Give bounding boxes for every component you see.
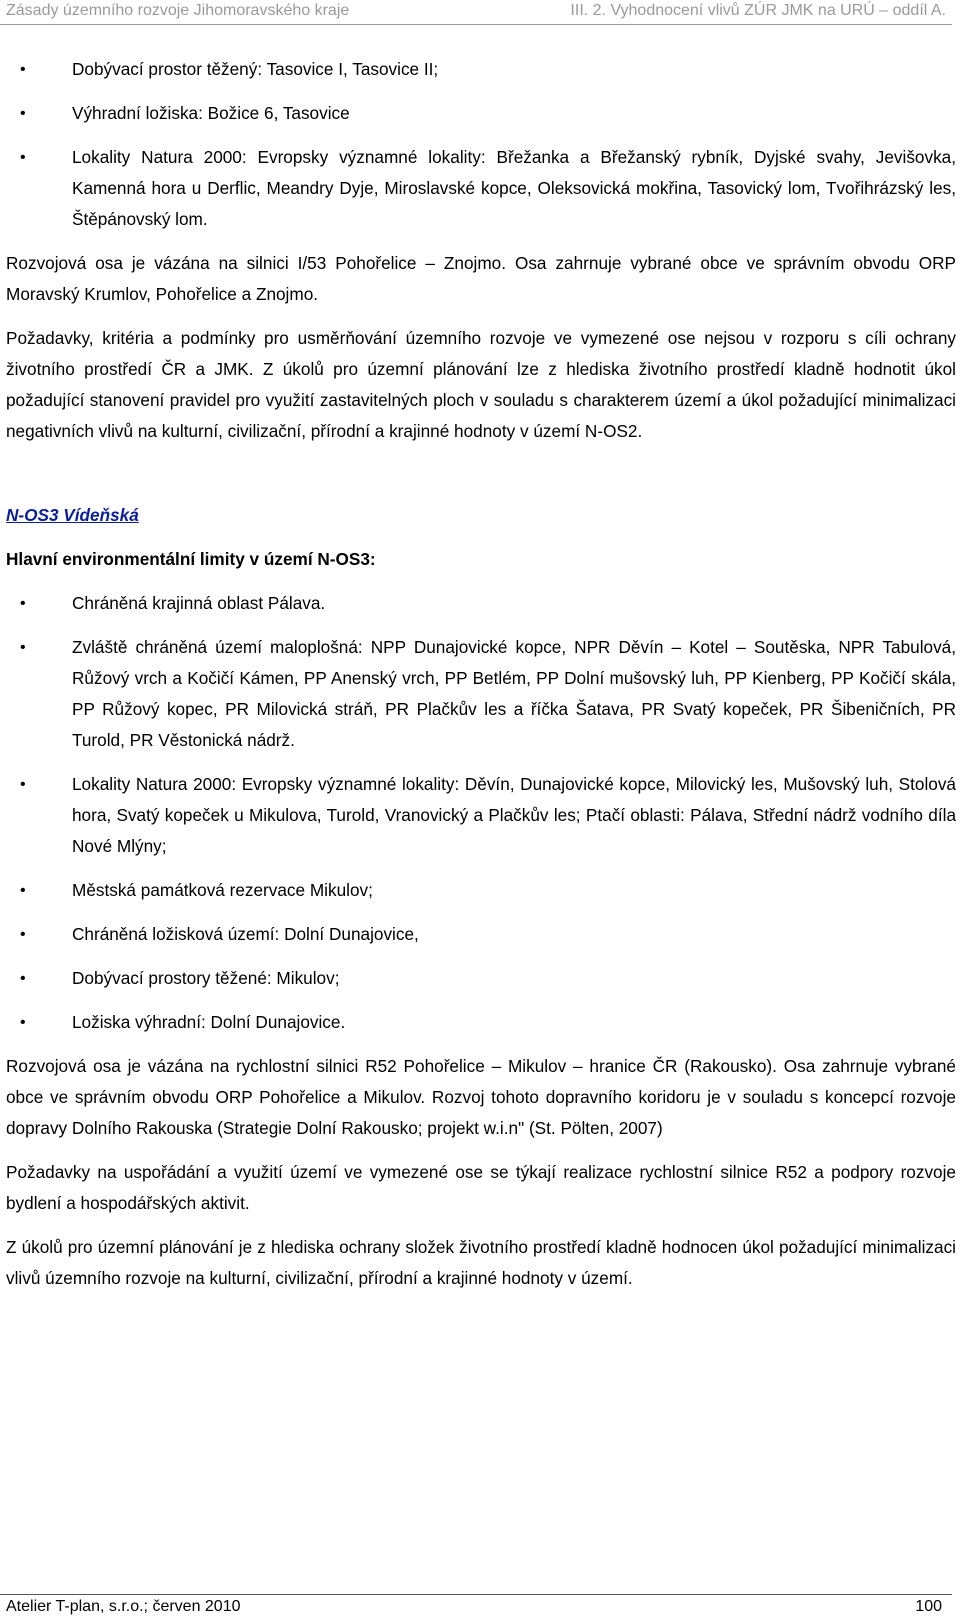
section-spacer [6,460,956,500]
paragraph: Z úkolů pro územní plánování je z hlediska ochrany složek životního prostředí kladně hodnocen úkol požadující minimalizaci vlivů územního rozvoje na kulturní, civilizační, přírodní a krajinné hodnoty v území. [6,1237,956,1288]
list-item: • Zvláště chráněná území maloplošná: NPP Dunajovické kopce, NPR Děvín – Kotel – Soutěska, NPR Tabulová, Růžový vrch a Kočičí Kámen, PP Anenský vrch, PP Betlém, PP Dolní mušovský luh, PP Kienberg, PP Kočičí skála, PP Růžový kopec, PR Milovická stráň, PR Plačkův les a říčka Šatava, PR Svatý kopeček, PR Šibeničních, PR Turold, PR Věstonická nádrž. [6,632,956,756]
paragraph: Požadavky na uspořádání a využití území ve vymezené ose se týkají realizace rychlostní silnice R52 a podpory rozvoje bydlení a hospodářských aktivit. [6,1162,956,1213]
page-header [0,0,952,25]
paragraph: Požadavky, kritéria a podmínky pro usměrňování územního rozvoje ve vymezené ose nejsou v rozporu s cíli ochrany životního prostředí ČR a JMK. Z úkolů pro územní plánování lze z hlediska životního prostředí kladně hodnotit úkol požadující stanovení pravidel pro využití zastavitelných ploch v souladu s charakterem území a úkol požadující minimalizaci negativních vlivů na kulturní, civilizační, přírodní a krajinné hodnoty v území N-OS2. [6,328,956,441]
section2-bullet-list [6,588,956,1038]
list-item: • Lokality Natura 2000: Evropsky významné lokality: Břežanka a Břežanský rybník, Dyjské svahy, Jevišovka, Kamenná hora u Derflic, Meandry Dyje, Miroslavské kopce, Oleksovická mokřina, Tasovický lom, Tvořihrázský les, Štěpánovský lom. [6,142,956,235]
footer-author: Atelier T-plan, s.r.o.; červen 2010 [6,1598,241,1615]
section-heading [6,500,956,531]
list-item: • Městská památková rezervace Mikulov; [6,875,956,906]
header-section-title: III. 2. Vyhodnocení vlivů ZÚR JMK na URÚ – oddíl A. [570,2,946,19]
list-item: • Chráněná krajinná oblast Pálava. [6,588,956,619]
list-item: • Lokality Natura 2000: Evropsky významné lokality: Děvín, Dunajovické kopce, Milovický les, Mušovský luh, Stolová hora, Svatý kopeček u Mikulova, Turold, Vranovický a Plačkův les; Ptačí oblasti: Pálava, Střední nádrž vodního díla Nové Mlýny; [6,769,956,862]
list-item: • Chráněná ložisková území: Dolní Dunajovice, [6,919,956,950]
document-body [6,54,956,1307]
page-number: 100 [915,1598,942,1615]
page-footer [0,1594,952,1621]
list-item: • Dobývací prostory těžené: Mikulov; [6,963,956,994]
section-subheading: Hlavní environmentální limity v území N-OS3: [6,549,376,569]
list-item: • Dobývací prostor těžený: Tasovice I, Tasovice II; [6,54,956,85]
header-document-title: Zásady územního rozvoje Jihomoravského kraje [6,2,350,19]
list-item: • Ložiska výhradní: Dolní Dunajovice. [6,1007,956,1038]
paragraph: Rozvojová osa je vázána na silnici I/53 Pohořelice – Znojmo. Osa zahrnuje vybrané obce ve správním obvodu ORP Moravský Krumlov, Pohořelice a Znojmo. [6,253,956,304]
section1-bullet-list [6,54,956,235]
section-title-link[interactable]: N-OS3 Vídeňská [6,505,139,525]
paragraph: Rozvojová osa je vázána na rychlostní silnici R52 Pohořelice – Mikulov – hranice ČR (Rakousko). Osa zahrnuje vybrané obce ve správním obvodu ORP Pohořelice a Mikulov. Rozvoj tohoto dopravního koridoru je v souladu s koncepcí rozvoje dopravy Dolního Rakouska (Strategie Dolní Rakousko; projekt w.i.n" (St. Pölten, 2007) [6,1056,956,1138]
list-item: • Výhradní ložiska: Božice 6, Tasovice [6,98,956,129]
